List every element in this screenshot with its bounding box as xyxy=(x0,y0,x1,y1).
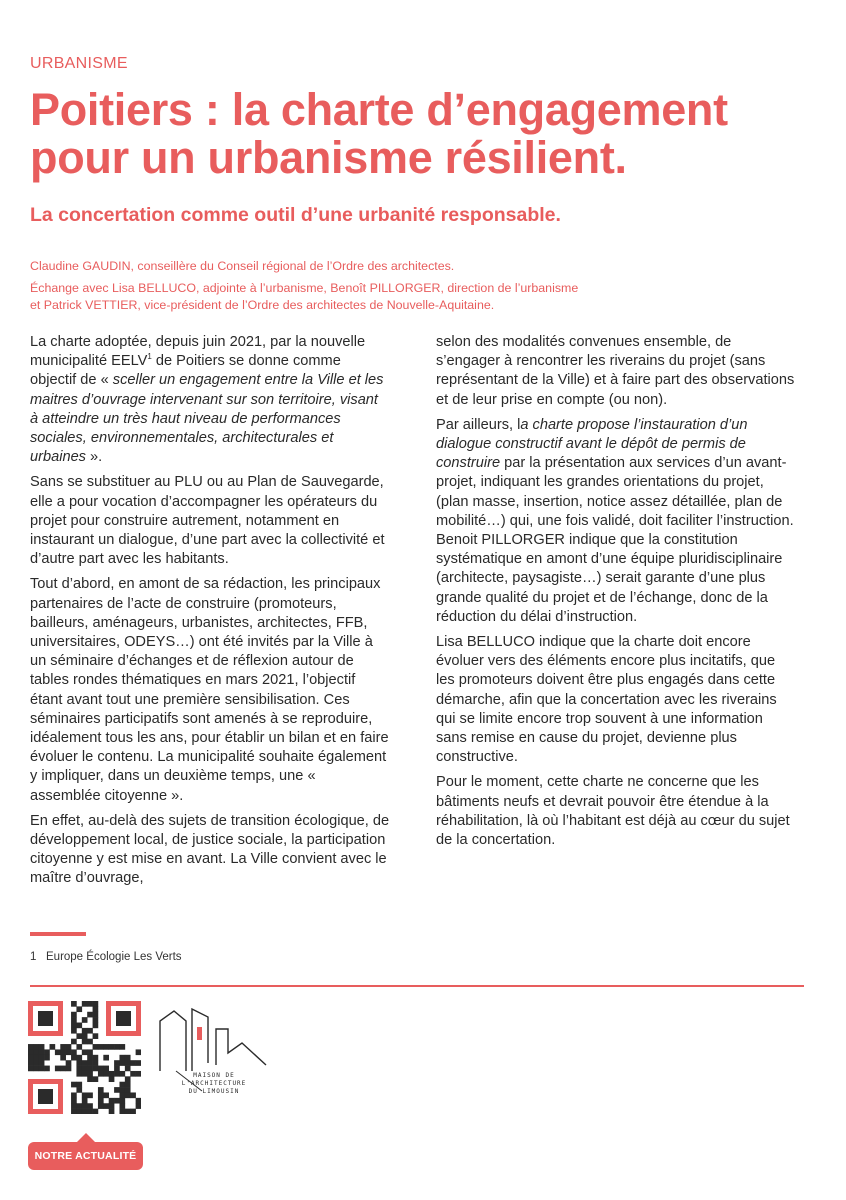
qr-module xyxy=(76,1023,82,1029)
exchange-credit xyxy=(30,280,578,315)
qr-module xyxy=(93,1033,99,1039)
qr-module xyxy=(103,1071,109,1077)
qr-module xyxy=(82,1098,88,1104)
qr-module xyxy=(130,1092,136,1098)
qr-module xyxy=(98,1103,104,1109)
qr-module xyxy=(87,1055,93,1061)
qr-module xyxy=(103,1066,109,1072)
qr-module xyxy=(93,1066,99,1072)
qr-module xyxy=(28,1044,34,1050)
qr-module xyxy=(76,1055,82,1061)
qr-module xyxy=(60,1049,66,1055)
qr-module xyxy=(60,1044,66,1050)
qr-module xyxy=(98,1092,104,1098)
qr-module xyxy=(125,1066,131,1072)
qr-module xyxy=(82,1028,88,1034)
qr-module xyxy=(33,1055,39,1061)
qr-module xyxy=(87,1039,93,1045)
qr-module xyxy=(103,1055,109,1061)
qr-module xyxy=(109,1109,115,1114)
qr-finder-top-left xyxy=(28,1001,63,1036)
qr-module xyxy=(119,1071,125,1077)
qr-code-icon[interactable] xyxy=(28,1001,141,1114)
footnote-number: 1 xyxy=(30,951,37,963)
qr-module xyxy=(71,1103,77,1109)
charter-quote: sceller un engagement entre la Ville et les maitres d’ouvrage intervenant sur son territoire, visant à atteindre un très haut niveau de performances sociales, environnementales, architecturales et urbaines xyxy=(30,372,384,466)
qr-module xyxy=(98,1098,104,1104)
qr-module xyxy=(71,1028,77,1034)
qr-module xyxy=(119,1082,125,1088)
qr-module xyxy=(114,1066,120,1072)
qr-module xyxy=(55,1049,61,1055)
qr-module xyxy=(66,1060,72,1066)
qr-module xyxy=(93,1017,99,1023)
qr-module xyxy=(125,1055,131,1061)
qr-module xyxy=(71,1098,77,1104)
qr-module xyxy=(39,1044,45,1050)
qr-module xyxy=(82,1109,88,1114)
qr-module xyxy=(71,1012,77,1018)
qr-module xyxy=(82,1049,88,1055)
qr-module xyxy=(71,1023,77,1029)
qr-module xyxy=(66,1049,72,1055)
qr-module xyxy=(87,1012,93,1018)
qr-module xyxy=(119,1098,125,1104)
qr-module xyxy=(93,1001,99,1007)
paragraph-1: La charte adoptée, depuis juin 2021, par la nouvelle municipalité EELV$^1$ de Poitiers se donne comme objectif de « sceller un engagement entre la Ville et les maitres d’ouvrage intervenant sur son territoire, visant à atteindre un très haut niveau de performances sociales, environnementales, architecturales et urbaines ». xyxy=(30,334,384,466)
footnote-rule xyxy=(30,932,86,936)
article-title: Poitiers : la charte d’engagement pour un urbanisme résilient. xyxy=(30,84,728,183)
logo-lettering-line3: DU LIMOUSIN xyxy=(188,1088,240,1095)
qr-module xyxy=(66,1044,72,1050)
qr-module xyxy=(76,1103,82,1109)
qr-module xyxy=(119,1060,125,1066)
qr-module xyxy=(109,1044,115,1050)
qr-module xyxy=(76,1109,82,1114)
qr-module xyxy=(39,1060,45,1066)
qr-module xyxy=(109,1098,115,1104)
article-subtitle: La concertation comme outil d’une urbanité responsable. xyxy=(30,204,561,226)
section-label: URBANISME xyxy=(30,55,128,72)
qr-module xyxy=(136,1098,141,1104)
qr-finder-bottom-left xyxy=(28,1079,63,1114)
qr-module xyxy=(136,1049,141,1055)
qr-module xyxy=(98,1071,104,1077)
qr-module xyxy=(136,1060,141,1066)
qr-module xyxy=(119,1092,125,1098)
exchange-credit-line1: Échange avec Lisa BELLUCO, adjointe à l’urbanisme, Benoît PILLORGER, direction de l’urbanisme xyxy=(30,280,579,295)
qr-module xyxy=(87,1103,93,1109)
qr-module xyxy=(93,1109,99,1114)
qr-module xyxy=(103,1103,109,1109)
qr-module xyxy=(109,1071,115,1077)
qr-module xyxy=(71,1049,77,1055)
qr-module xyxy=(76,1087,82,1093)
qr-module xyxy=(39,1049,45,1055)
article-credits xyxy=(30,258,578,319)
qr-module xyxy=(93,1060,99,1066)
qr-module xyxy=(87,1066,93,1072)
qr-module xyxy=(87,1076,93,1082)
qr-module xyxy=(93,1076,99,1082)
qr-module xyxy=(114,1098,120,1104)
paragraph-4: En effet, au-delà des sujets de transition écologique, de développement local, de justice sociale, la participation citoyenne y est mise en avant. La Ville convient avec le maître d’ouvrage, xyxy=(30,812,390,887)
qr-module xyxy=(103,1044,109,1050)
qr-module xyxy=(87,1060,93,1066)
qr-module xyxy=(71,1109,77,1114)
qr-module xyxy=(114,1060,120,1066)
qr-module xyxy=(98,1066,104,1072)
footnote-text: Europe Écologie Les Verts xyxy=(46,951,182,963)
qr-module xyxy=(60,1055,66,1061)
logo-lettering-line2: L'ARCHITECTURE xyxy=(181,1080,247,1087)
qr-module xyxy=(76,1066,82,1072)
qr-module xyxy=(76,1060,82,1066)
news-button-label: NOTRE ACTUALITÉ xyxy=(34,1150,137,1162)
qr-module xyxy=(82,1033,88,1039)
qr-module xyxy=(130,1060,136,1066)
qr-module xyxy=(125,1109,131,1114)
dialogue-emphasis: a charte propose l’instauration d’un dialogue constructif avant le dépôt de permis de construire xyxy=(436,416,748,472)
qr-module xyxy=(82,1039,88,1045)
button-notch xyxy=(76,1133,96,1143)
maison-architecture-limousin-logo xyxy=(158,1003,270,1107)
qr-module xyxy=(119,1103,125,1109)
footnote-ref[interactable]: 1 xyxy=(147,352,152,362)
qr-module xyxy=(60,1066,66,1072)
qr-module xyxy=(33,1049,39,1055)
qr-module xyxy=(44,1049,50,1055)
author-credit: Claudine GAUDIN, conseillère du Conseil régional de l’Ordre des architectes. xyxy=(30,259,455,273)
qr-module xyxy=(125,1082,131,1088)
qr-module xyxy=(33,1060,39,1066)
qr-module xyxy=(50,1044,56,1050)
qr-module xyxy=(119,1109,125,1114)
qr-module xyxy=(87,1001,93,1007)
qr-module xyxy=(82,1103,88,1109)
qr-module xyxy=(66,1066,72,1072)
qr-module xyxy=(119,1087,125,1093)
qr-module xyxy=(71,1017,77,1023)
paragraph-3: Tout d’abord, en amont de sa rédaction, les principaux partenaires de l’acte de construire (promoteurs, bailleurs, aménageurs, urbanistes, architectes, FFB, universitaires, ODEYS…) ont été invités par la Ville à un séminaire d’échanges et de réflexion autour de tables rondes thématiques en mars 2021, l’objectif étant avant tout une première sensibilisation. Ces séminaires participatifs sont amenés à se reproduire, idéalement tous les ans, pour établir un bilan et en faire évoluer le contenu. La municipalité souhaite également y impliquer, dans un deuxième temps, une « assemblée citoyenne ». xyxy=(30,576,389,804)
qr-module xyxy=(76,1082,82,1088)
qr-module xyxy=(33,1044,39,1050)
article-column-right xyxy=(436,333,796,856)
qr-module xyxy=(28,1060,34,1066)
qr-module xyxy=(82,1060,88,1066)
qr-module xyxy=(76,1044,82,1050)
paragraph-5: Par ailleurs, la charte propose l’instauration d’un dialogue constructif avant le dépôt de permis de construire par la présentation aux services d’un avant-projet, indiquant les grandes orientations du projet, (plan masse, insertion, notice assez détaillée, plan de mobilité…) qui, une fois validé, doit faciliter l’instruction. Benoit PILLORGER indique que la constitution systématique en amont d’une équipe pluridisciplinaire (architecte, paysagiste…) serait garante d’une plus grande qualité du projet et de l’échange, donc de la réduction du délai d’instruction. xyxy=(436,416,794,625)
qr-module xyxy=(28,1066,34,1072)
qr-module xyxy=(76,1033,82,1039)
qr-module xyxy=(28,1049,34,1055)
qr-module xyxy=(71,1092,77,1098)
qr-module xyxy=(103,1092,109,1098)
qr-module xyxy=(76,1071,82,1077)
qr-module xyxy=(114,1087,120,1093)
qr-module xyxy=(109,1076,115,1082)
qr-module xyxy=(109,1103,115,1109)
qr-module xyxy=(71,1055,77,1061)
qr-module xyxy=(136,1071,141,1077)
qr-module xyxy=(87,1071,93,1077)
qr-module xyxy=(82,1001,88,1007)
qr-module xyxy=(82,1071,88,1077)
qr-module xyxy=(125,1092,131,1098)
qr-module xyxy=(44,1066,50,1072)
qr-module xyxy=(55,1066,61,1072)
qr-module xyxy=(93,1023,99,1029)
qr-module xyxy=(39,1055,45,1061)
paragraph-2: Sans se substituer au PLU ou au Plan de Sauvegarde, elle a pour vocation d’accompagner les opérateurs du projet pour construire autrement, notamment en instaurant un dialogue, d’une part avec la collectivité et d’autre part avec les habitants. xyxy=(30,474,385,568)
qr-module xyxy=(87,1049,93,1055)
qr-module xyxy=(125,1087,131,1093)
qr-module xyxy=(114,1071,120,1077)
exchange-credit-line2: et Patrick VETTIER, vice-président de l’Ordre des architectes de Nouvelle-Aquitaine. xyxy=(30,298,495,312)
qr-module xyxy=(93,1012,99,1018)
qr-module xyxy=(93,1055,99,1061)
qr-module xyxy=(93,1006,99,1012)
footer-divider xyxy=(30,985,804,987)
qr-module xyxy=(87,1109,93,1114)
logo-lettering-line1: MAISON DE xyxy=(193,1072,235,1079)
footnote xyxy=(30,951,182,963)
qr-module xyxy=(71,1039,77,1045)
paragraph-7: Pour le moment, cette charte ne concerne que les bâtiments neufs et devrait pouvoir être étendue à la réhabilitation, là où l’habitant est déjà au cœur du sujet de la concertation. xyxy=(436,774,790,849)
qr-module xyxy=(71,1001,77,1007)
qr-module xyxy=(71,1082,77,1088)
qr-module xyxy=(82,1066,88,1072)
qr-module xyxy=(125,1076,131,1082)
paragraph-4-continued: selon des modalités convenues ensemble, de s’engager à rencontrer les riverains du projet (sans représentant de la Ville) et à faire part des observations et de leur prise en compte (ou non). xyxy=(436,334,795,408)
qr-module xyxy=(76,1006,82,1012)
qr-module xyxy=(82,1092,88,1098)
qr-module xyxy=(39,1066,45,1072)
qr-module xyxy=(114,1044,120,1050)
qr-module xyxy=(87,1092,93,1098)
article-column-left xyxy=(30,333,390,895)
qr-module xyxy=(33,1066,39,1072)
qr-module xyxy=(87,1028,93,1034)
qr-finder-top-right xyxy=(106,1001,141,1036)
qr-module xyxy=(98,1044,104,1050)
qr-module xyxy=(93,1044,99,1050)
qr-module xyxy=(130,1071,136,1077)
qr-module xyxy=(98,1087,104,1093)
qr-module xyxy=(28,1055,34,1061)
qr-module xyxy=(119,1055,125,1061)
qr-module xyxy=(119,1044,125,1050)
qr-module xyxy=(125,1060,131,1066)
qr-module xyxy=(130,1109,136,1114)
news-button[interactable] xyxy=(28,1142,143,1170)
paragraph-6: Lisa BELLUCO indique que la charte doit encore évoluer vers des éléments encore plus incitatifs, que les promoteurs doivent être plus engagés dans cette démarche, afin que la concertation avec les riverains qui se limite encore trop souvent à une information sans remise en cause du projet, devienne plus constructive. xyxy=(436,634,777,766)
qr-module xyxy=(44,1055,50,1061)
qr-module xyxy=(136,1103,141,1109)
qr-module xyxy=(82,1017,88,1023)
